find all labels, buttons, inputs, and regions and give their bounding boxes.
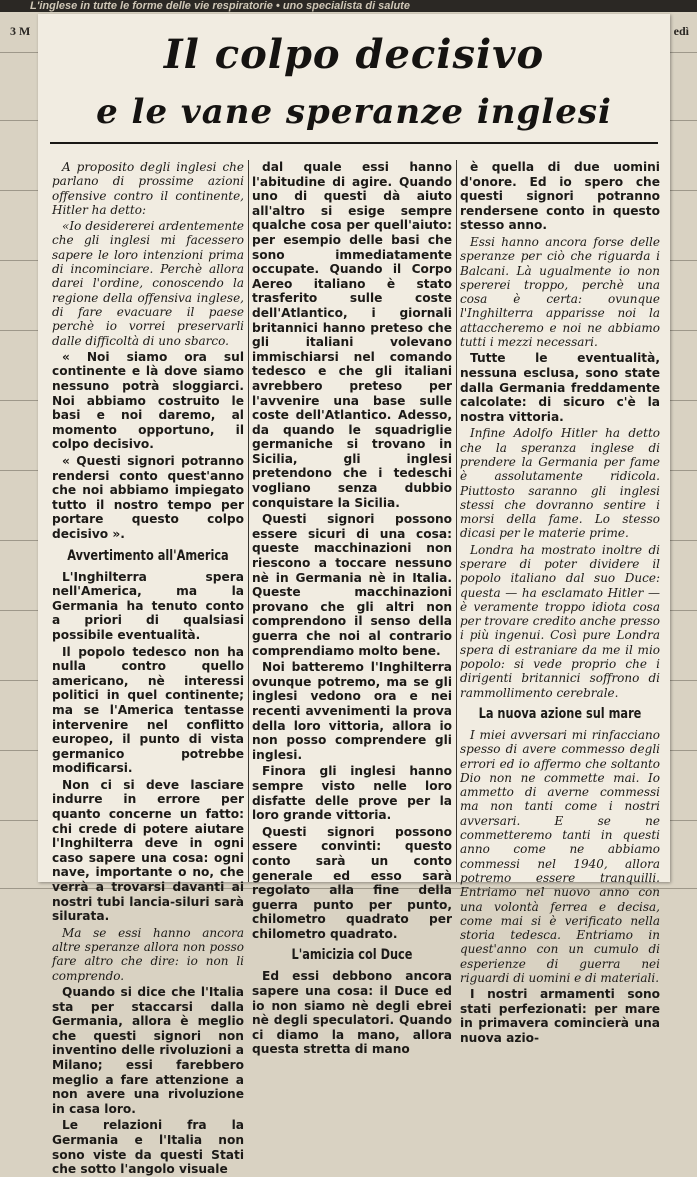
article-paragraph: Tutte le eventualità, nessuna esclusa, sono state dalla Germania freddamente calcolate: di sicuro c'è la nostra vittoria. <box>460 351 660 424</box>
article-paragraph: A proposito degli inglesi che parlano di prossime azioni offensive contro il continente, Hitler ha detto: <box>52 160 244 217</box>
article-column-1 <box>52 160 244 1177</box>
article-paragraph: Infine Adolfo Hitler ha detto che la speranza inglese di prendere la Germania per fame è assolutamente ridicola. Piuttosto saranno gli inglesi stessi che dovranno sentire i morsi della fame. Lo stesso dicasi per le materie prime. <box>460 426 660 541</box>
top-strip-text: L'inglese in tutte le forme delle vie respiratorie • uno specialista di salute <box>0 0 697 12</box>
article-paragraph: Questi signori possono essere sicuri di una cosa: queste macchinazioni non riescono a toccare nessuno nè in Germania nè in Italia. Queste macchinazioni provano che gli altri non comprendono il senso della guerra che noi al contrario comprendiamo molto bene. <box>252 512 452 658</box>
column-divider <box>456 160 457 882</box>
edge-text-left: 3 M <box>10 24 31 38</box>
article-paragraph: Quando si dice che l'Italia sta per staccarsi dalla Germania, allora è meglio che questi signori non inventino delle rivoluzioni a Milano; essi farebbero meglio a fare attenzione a non avere una rivoluzione in casa loro. <box>52 985 244 1116</box>
column-divider <box>248 160 249 882</box>
article-paragraph: I miei avversari mi rinfacciano spesso di avere commesso degli errori ed io affermo che soltanto Dio non ne commette mai. Io ammetto di averne commessi ma non tanti come i nostri avversari. E se ne commetteremo tanti in questi anno come ne abbiamo commessi nel 1940, allora potremo essere tranquilli. Entriamo nel nuovo anno con una volontà ferrea e decisa, come mai si è verificato nella storia tedesca. Entriamo in quest'anno con un cumulo di esperienze di guerra nei riguardi di uomini e di materiali. <box>460 727 660 985</box>
newspaper-clipping <box>38 14 670 1177</box>
article-column-2 <box>252 160 452 1057</box>
article-paragraph: L'Inghilterra spera nell'America, ma la Germania ha tenuto conto a priori di qualsiasi possibile eventualità. <box>52 569 244 642</box>
section-heading: La nuova azione sul mare <box>478 705 642 722</box>
article-paragraph: dal quale essi hanno l'abitudine di agire. Quando uno di questi dà aiuto all'altro si esige sempre qualche cosa per quell'aiuto: per esempio delle basi che sono immediatamente occupate. Quando il Corpo Aereo italiano è stato trasferito sulle coste dell'Atlantico, i giornali britannici hanno preteso che gli italiani volevano immischiarsi nel comando tedesco e che gli italiani avrebbero preteso per l'avvenire una base sulle coste dell'Atlantico. Adesso, da quando le squadriglie germaniche si trovano in Sicilia, gli inglesi pretendono che i tedeschi vogliano senza dubbio conquistare la Sicilia. <box>252 160 452 510</box>
article-paragraph: I nostri armamenti sono stati perfezionati: per mare in primavera comincierà una nuova azio- <box>460 987 660 1046</box>
article-paragraph: Ma se essi hanno ancora altre speranze allora non posso fare altro che dire: io non li comprendo. <box>52 925 244 983</box>
article-paragraph: « Noi siamo ora sul continente e là dove siamo nessuno potrà sloggiarci. Noi abbiamo costruito le basi e noi daremo, al momento opportuno, il colpo decisivo. <box>52 349 244 452</box>
article-paragraph: Ed essi debbono ancora sapere una cosa: il Duce ed io non siamo nè degli ebrei nè degli speculatori. Quando ci diamo la mano, allora questa stretta di mano <box>252 969 452 1057</box>
article-paragraph: è quella di due uomini d'onore. Ed io spero che questi signori potranno rendersene conto in questo stesso anno. <box>460 160 660 233</box>
article-paragraph: Noi batteremo l'Inghilterra ovunque potremo, ma se gli inglesi vedono ora e nei recenti avvenimenti la prova della loro vittoria, allora io non posso comprendere gli inglesi. <box>252 660 452 762</box>
article-paragraph: « Questi signori potranno rendersi conto quest'anno che noi abbiamo impiegato tutto il nostro tempo per portare questo colpo decisivo ». <box>52 454 244 541</box>
article-paragraph: Londra ha mostrato inoltre di sperare di poter dividere il popolo italiano dal suo Duce: questa — ha esclamato Hitler — è veramente troppo idiota cosa per trovare credito anche presso i più ingenui. Così pure Londra spera di estraniare da me il mio popolo: si vede proprio che i dirigenti britannici soffrono di rammollimento cerebrale. <box>460 542 660 700</box>
article-paragraph: Non ci si deve lasciare indurre in errore per quanto concerne un fatto: chi crede di potere aiutare l'Inghilterra deve in ogni caso sapere una cosa: ogni nave, importante o no, che verrà a trovarsi davanti ai nostri tubi lancia-siluri sarà silurata. <box>52 777 244 924</box>
article-column-3 <box>460 160 660 1046</box>
article-paragraph: Il popolo tedesco non ha nulla contro quello americano, nè interessi politici in quel continente; ma se l'America tentasse intervenire nel conflitto europeo, il punto di vista germanico potrebbe modificarsi. <box>52 644 244 776</box>
section-heading: L'amicizia col Duce <box>291 947 413 964</box>
edge-text-right: edì <box>673 24 689 38</box>
section-heading: Avvertimento all'America <box>67 547 229 564</box>
headline-main: Il colpo decisivo <box>163 31 545 78</box>
headline-sub: e le vane speranze inglesi <box>96 92 612 132</box>
article-paragraph: Essi hanno ancora forse delle speranze per ciò che riguarda i Balcani. Là ugualmente io non spererei troppo, perchè una cosa è certa: ovunque l'Inghilterra apparisse noi la attaccheremo e noi ne abbiamo tutti i mezzi necessari. <box>460 234 660 350</box>
article-paragraph: Questi signori possono essere convinti: questo conto sarà un conto generale ed esso sarà regolato alla fine della guerra punto per punto, chilometro quadrato per chilometro quadrato. <box>252 824 452 941</box>
headline-rule <box>50 142 658 144</box>
article-paragraph: Finora gli inglesi hanno sempre visto nelle loro disfatte delle prove per la loro grande vittoria. <box>252 764 452 823</box>
article-paragraph: «Io desidererei ardentemente che gli inglesi mi facessero sapere le loro intenzioni prima di incominciare. Perchè allora darei l'ordine, conoscendo la regione della offensiva inglese, di fare evacuare il paese perchè io vorrei preservarli dalle difficoltà di uno sbarco. <box>52 219 244 348</box>
article-paragraph: Le relazioni fra la Germania e l'Italia non sono viste da questi Stati che sotto l'angolo visuale <box>52 1118 244 1177</box>
